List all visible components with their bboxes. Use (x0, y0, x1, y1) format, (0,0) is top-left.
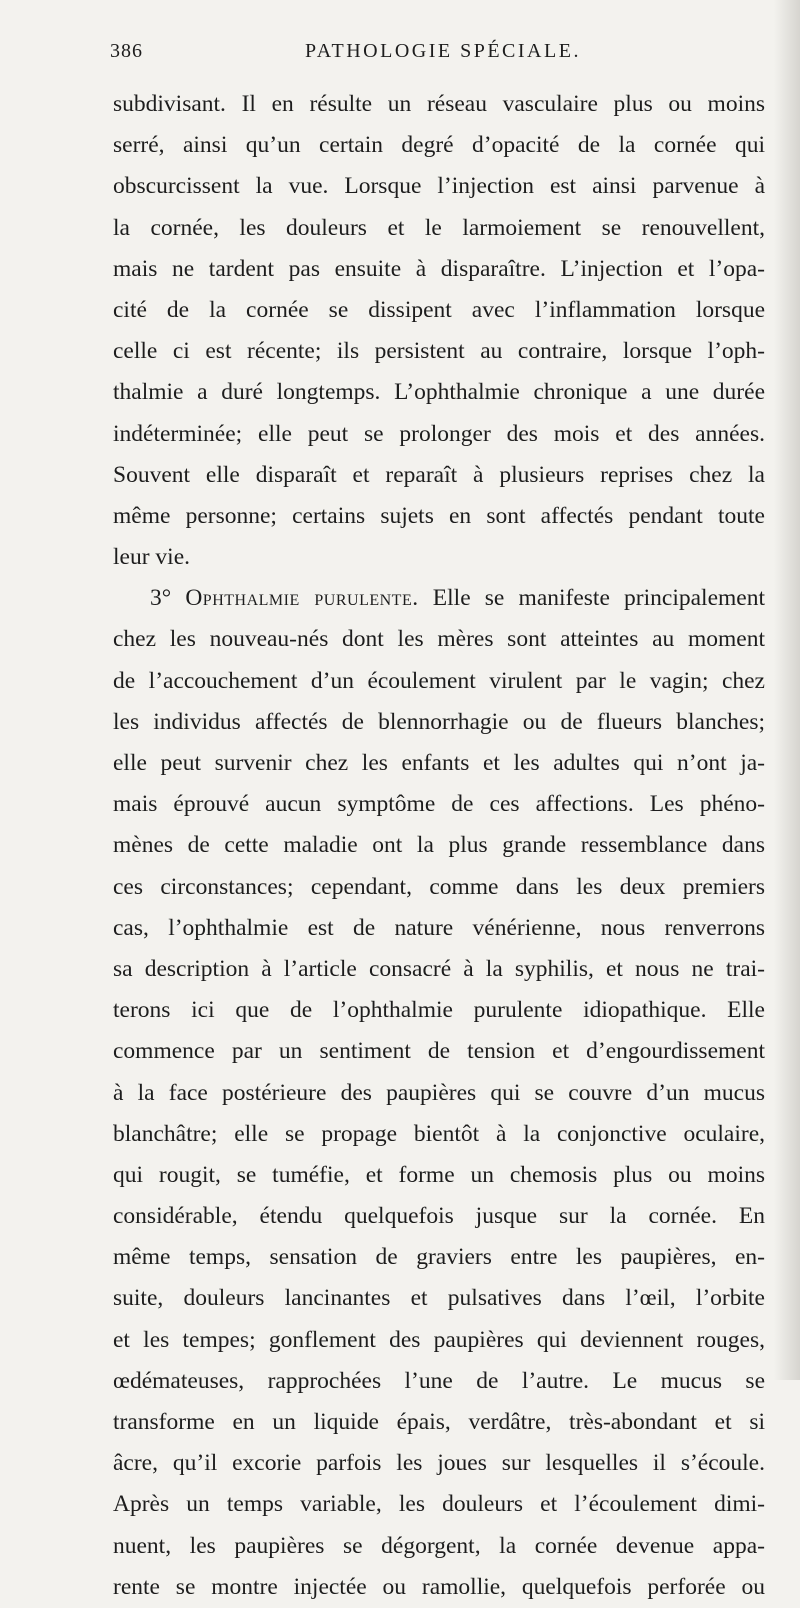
text-line: Souvent elle disparaît et reparaît à plusieurs reprises chez la (113, 461, 765, 488)
page-header (110, 40, 760, 70)
text-line: transforme en un liquide épais, verdâtre, très-abondant et si (113, 1409, 765, 1435)
text-line: à la face postérieure des paupières qui se couvre d’un mucus (113, 1079, 765, 1106)
text-line: mais éprouvé aucun symptôme de ces affections. Les phéno- (113, 791, 765, 818)
text-line: indéterminée; elle peut se prolonger des mois et des années. (113, 420, 765, 447)
text-line: mènes de cette maladie ont la plus grande ressemblance dans (113, 832, 765, 859)
text-line: Après un temps variable, les douleurs et l’écoulement dimi- (113, 1491, 765, 1518)
text-line: terons ici que de l’ophthalmie purulente idiopathique. Elle (113, 997, 765, 1024)
text-line: celle ci est récente; ils persistent au contraire, lorsque l’oph- (113, 338, 765, 365)
text-line: blanchâtre; elle se propage bientôt à la conjonctive oculaire, (113, 1120, 765, 1147)
text-line: suite, douleurs lancinantes et pulsatives dans l’œil, l’orbite (113, 1285, 765, 1312)
text-line: elle peut survenir chez les enfants et les adultes qui n’ont ja- (113, 750, 765, 776)
text-line: même temps, sensation de graviers entre les paupières, en- (113, 1244, 765, 1271)
text-line: leur vie. (113, 544, 190, 571)
body-text (113, 84, 765, 1608)
text-line: chez les nouveau-nés dont les mères sont atteintes au moment (113, 626, 765, 653)
text-line: serré, ainsi qu’un certain degré d’opacité de la cornée qui (113, 132, 765, 159)
text-line: âcre, qu’il excorie parfois les joues sur lesquelles il s’écoule. (113, 1450, 765, 1477)
text-line: thalmie a duré longtemps. L’ophthalmie chronique a une durée (113, 379, 765, 406)
text-line: qui rougit, se tuméfie, et forme un chemosis plus ou moins (113, 1161, 765, 1188)
page-edge-shadow (774, 0, 800, 1380)
text-line: considérable, étendu quelquefois jusque sur la cornée. En (113, 1203, 765, 1230)
text-line: sa description à l’article consacré à la syphilis, et nous ne trai- (113, 955, 765, 982)
section-first-line: Elle se manifeste principalement (432, 585, 765, 612)
section-heading-line (113, 578, 765, 619)
text-line: subdivisant. Il en résulte un réseau vasculaire plus ou moins (113, 91, 765, 117)
text-line: la cornée, les douleurs et le larmoiement se renouvellent, (113, 214, 765, 241)
text-line: cas, l’ophthalmie est de nature vénérienne, nous renverrons (113, 914, 765, 941)
text-line: ces circonstances; cependant, comme dans les deux premiers (113, 873, 765, 900)
text-line: les individus affectés de blennorrhagie ou de flueurs blanches; (113, 708, 765, 735)
text-line: obscurcissent la vue. Lorsque l’injection est ainsi parvenue à (113, 173, 765, 200)
text-line: commence par un sentiment de tension et d’engourdissement (113, 1038, 765, 1065)
text-line: rente se montre injectée ou ramollie, quelquefois perforée ou (113, 1573, 765, 1600)
text-line: cité de la cornée se dissipent avec l’inflammation lorsque (113, 296, 765, 323)
text-line: nuent, les paupières se dégorgent, la cornée devenue appa- (113, 1532, 765, 1559)
text-line: de l’accouchement d’un écoulement virulent par le vagin; chez (113, 667, 765, 694)
text-line: œdémateuses, rapprochées l’une de l’autre. Le mucus se (113, 1367, 765, 1394)
text-line: même personne; certains sujets en sont affectés pendant toute (113, 502, 765, 529)
running-title: PATHOLOGIE SPÉCIALE. (305, 40, 581, 62)
section-heading: Ophthalmie purulente. (185, 585, 419, 612)
text-line: et les tempes; gonflement des paupières qui deviennent rouges, (113, 1326, 765, 1353)
section-number: 3° (150, 585, 172, 612)
page-number: 386 (110, 40, 143, 62)
text-line: mais ne tardent pas ensuite à disparaître. L’injection et l’opa- (113, 255, 765, 282)
